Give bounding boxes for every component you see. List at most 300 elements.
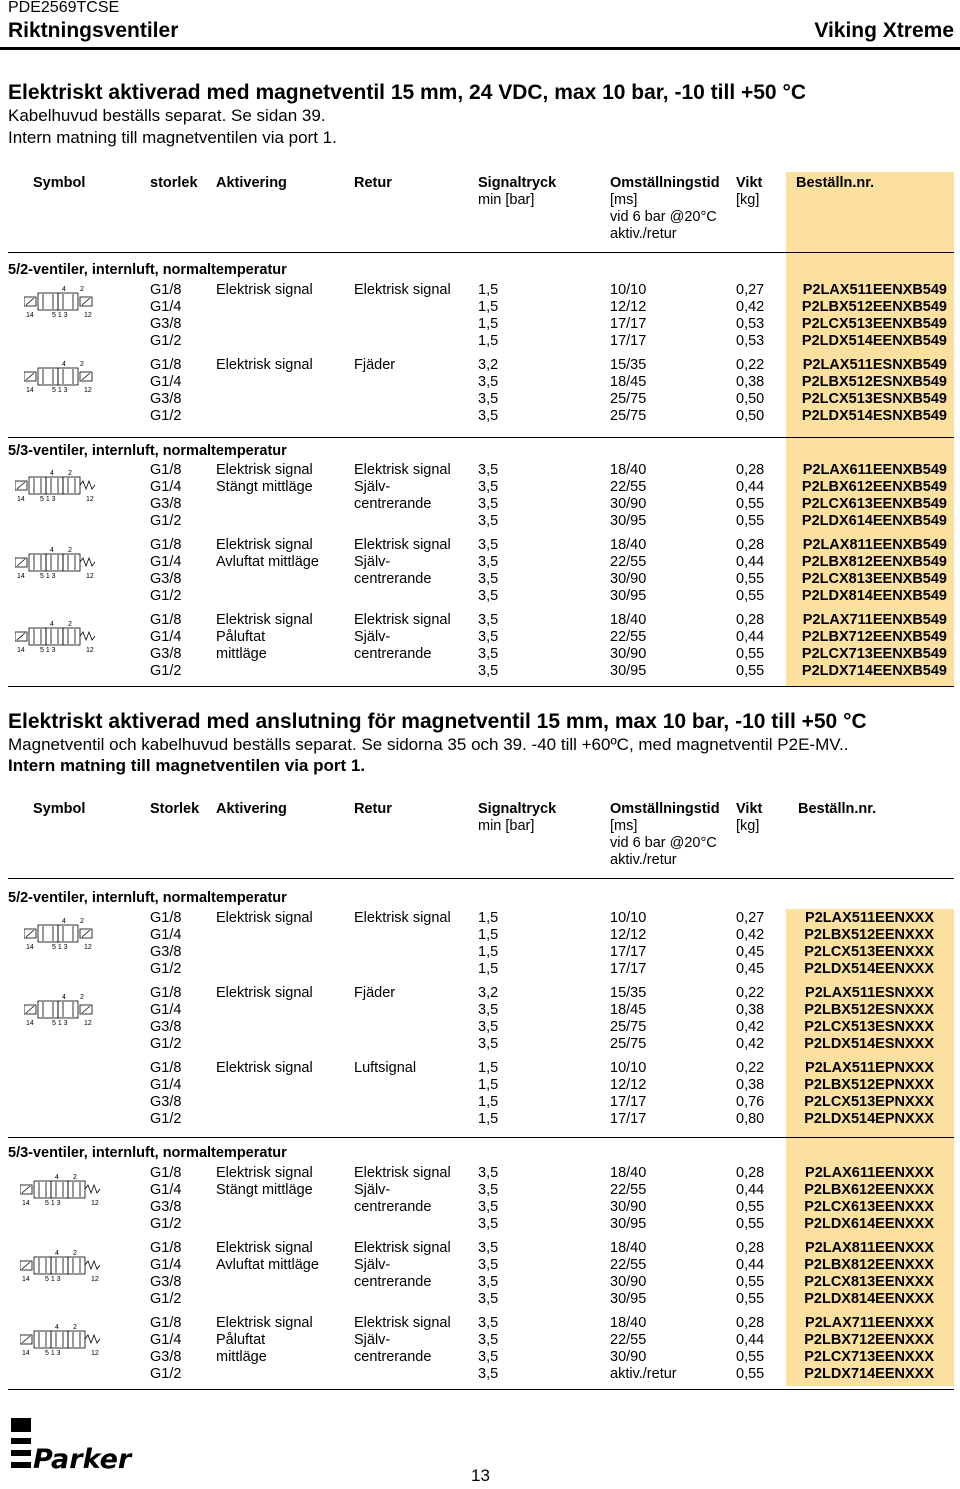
port-label: 4 xyxy=(62,918,66,925)
cell-ret: Elektrisk signal xyxy=(354,1240,451,1256)
cell-time: 18/40 xyxy=(610,537,647,553)
col-size: storlek xyxy=(150,175,198,191)
cell-size: G1/4 xyxy=(150,1332,182,1348)
cell-ret: Själv- xyxy=(354,629,391,645)
cell-wt: 0,45 xyxy=(736,944,765,960)
table-row xyxy=(0,462,960,479)
cell-wt: 0,55 xyxy=(736,663,765,679)
cell-size: G1/4 xyxy=(150,1257,182,1273)
cell-wt: 0,28 xyxy=(736,537,765,553)
port-label: 2 xyxy=(73,1250,77,1257)
cell-act: Elektrisk signal xyxy=(216,462,313,478)
cell-time: 22/55 xyxy=(610,1182,647,1198)
col-actuation: Aktivering xyxy=(216,801,287,817)
cell-size: G1/4 xyxy=(150,1002,182,1018)
port-label: 14 xyxy=(26,387,34,393)
port-label: 4 xyxy=(55,1250,59,1257)
valve-5-3-symbol xyxy=(20,1172,112,1211)
table-row xyxy=(0,1274,960,1291)
cell-act: Påluftat xyxy=(216,629,266,645)
cell-size: G3/8 xyxy=(150,646,182,662)
cell-wt: 0,55 xyxy=(736,1199,765,1215)
cell-size: G1/2 xyxy=(150,333,182,349)
cell-sig: 3,5 xyxy=(478,374,499,390)
col-weight-unit: [kg] xyxy=(736,192,760,208)
cell-ret: centrerande xyxy=(354,1349,432,1365)
table-row xyxy=(0,1332,960,1349)
cell-size: G1/2 xyxy=(150,513,182,529)
port-label: 14 xyxy=(22,1350,30,1356)
cell-size: G3/8 xyxy=(150,496,182,512)
cell-wt: 0,22 xyxy=(736,985,765,1001)
table-row xyxy=(0,357,960,374)
cell-wt: 0,44 xyxy=(736,1332,765,1348)
cell-order: P2LCX513EENXB549 xyxy=(801,316,947,332)
cell-wt: 0,53 xyxy=(736,316,765,332)
col-return: Retur xyxy=(354,801,392,817)
cell-ret: centrerande xyxy=(354,571,432,587)
cell-time: aktiv./retur xyxy=(610,1366,677,1382)
parker-logo xyxy=(11,1418,139,1481)
cell-size: G3/8 xyxy=(150,1349,182,1365)
table-row xyxy=(0,1077,960,1094)
cell-sig: 3,5 xyxy=(478,1366,499,1382)
table-row xyxy=(0,554,960,571)
cell-size: G1/8 xyxy=(150,537,182,553)
table-row xyxy=(0,333,960,350)
cell-order: P2LDX514ESNXXX xyxy=(804,1036,934,1052)
port-label: 2 xyxy=(80,361,84,368)
cell-size: G1/2 xyxy=(150,663,182,679)
cell-order: P2LAX611EENXXX xyxy=(805,1165,934,1181)
port-label: 4 xyxy=(50,470,54,477)
cell-wt: 0,28 xyxy=(736,1165,765,1181)
cell-time: 17/17 xyxy=(610,316,647,332)
cell-size: G3/8 xyxy=(150,1274,182,1290)
cell-sig: 3,5 xyxy=(478,1216,499,1232)
valve-5-3-symbol xyxy=(15,545,107,584)
cell-ret: Elektrisk signal xyxy=(354,537,451,553)
cell-order: P2LAX711EENXXX xyxy=(805,1315,934,1331)
cell-order: P2LCX613EENXXX xyxy=(804,1199,934,1215)
product-brand: Viking Xtreme xyxy=(814,19,954,42)
cell-size: G1/4 xyxy=(150,1182,182,1198)
cell-wt: 0,28 xyxy=(736,462,765,478)
cell-order: P2LAX611EENXB549 xyxy=(802,462,947,478)
port-label: 2 xyxy=(68,547,72,554)
cell-ret: Själv- xyxy=(354,554,391,570)
section1-note: Kabelhuvud beställs separat. Se sidan 39. xyxy=(8,106,326,125)
table-row xyxy=(0,391,960,408)
cell-sig: 3,5 xyxy=(478,1332,499,1348)
cell-wt: 0,22 xyxy=(736,357,765,373)
cell-wt: 0,27 xyxy=(736,910,765,926)
table-row xyxy=(0,1036,960,1053)
cell-wt: 0,55 xyxy=(736,646,765,662)
section1-title: Elektriskt aktiverad med magnetventil 15 mm, 24 VDC, max 10 bar, -10 till +50 °C xyxy=(8,81,807,104)
cell-sig: 3,5 xyxy=(478,408,499,424)
cell-ret: Elektrisk signal xyxy=(354,1315,451,1331)
cell-time: 30/95 xyxy=(610,1216,647,1232)
cell-wt: 0,80 xyxy=(736,1111,765,1127)
cell-size: G1/4 xyxy=(150,299,182,315)
cell-wt: 0,38 xyxy=(736,374,765,390)
cell-act: Elektrisk signal xyxy=(216,1060,313,1076)
cell-wt: 0,55 xyxy=(736,1291,765,1307)
cell-sig: 3,5 xyxy=(478,612,499,628)
cell-size: G1/2 xyxy=(150,1111,182,1127)
header-rule xyxy=(0,47,960,50)
section2-rule xyxy=(8,878,954,879)
table-row xyxy=(0,927,960,944)
cell-size: G1/2 xyxy=(150,961,182,977)
cell-wt: 0,55 xyxy=(736,513,765,529)
cell-ret: Elektrisk signal xyxy=(354,282,451,298)
cell-sig: 1,5 xyxy=(478,961,499,977)
cell-wt: 0,55 xyxy=(736,571,765,587)
col-signal: Signaltryck xyxy=(478,175,557,191)
table-row xyxy=(0,985,960,1002)
group-rule xyxy=(8,1137,954,1138)
table-row xyxy=(0,961,960,978)
cell-sig: 3,5 xyxy=(478,1240,499,1256)
cell-act: mittläge xyxy=(216,646,267,662)
cell-sig: 1,5 xyxy=(478,1111,499,1127)
cell-time: 17/17 xyxy=(610,1094,647,1110)
group-heading: 5/3-ventiler, internluft, normaltemperatur xyxy=(8,1145,287,1161)
port-label: 2 xyxy=(73,1174,77,1181)
cell-order: P2LBX512ESNXB549 xyxy=(801,374,947,390)
cell-order: P2LDX614EENXB549 xyxy=(801,513,947,529)
cell-sig: 1,5 xyxy=(478,927,499,943)
order-column-highlight xyxy=(786,172,954,687)
cell-size: G1/4 xyxy=(150,629,182,645)
cell-order: P2LDX814EENXB549 xyxy=(801,588,947,604)
port-label: 2 xyxy=(80,994,84,1001)
section1-bottom-rule xyxy=(8,686,954,687)
table-row xyxy=(0,1111,960,1128)
table-row xyxy=(0,1002,960,1019)
cell-size: G1/8 xyxy=(150,1060,182,1076)
port-label: 5 1 3 xyxy=(40,496,56,502)
cell-size: G3/8 xyxy=(150,1019,182,1035)
cell-sig: 1,5 xyxy=(478,333,499,349)
valve-5-2-symbol xyxy=(24,284,110,323)
cell-act: Påluftat xyxy=(216,1332,266,1348)
logo-wordmark: Parker xyxy=(33,1444,132,1475)
cell-time: 17/17 xyxy=(610,1111,647,1127)
cell-wt: 0,44 xyxy=(736,554,765,570)
cell-time: 30/90 xyxy=(610,1349,647,1365)
cell-sig: 3,5 xyxy=(478,537,499,553)
cell-time: 10/10 xyxy=(610,282,647,298)
port-label: 5 1 3 xyxy=(52,312,68,318)
port-label: 5 1 3 xyxy=(52,944,68,950)
cell-act: Stängt mittläge xyxy=(216,479,313,495)
cell-size: G1/8 xyxy=(150,1165,182,1181)
group-rule xyxy=(8,437,954,438)
cell-time: 18/40 xyxy=(610,1240,647,1256)
cell-time: 18/40 xyxy=(610,1315,647,1331)
cell-time: 12/12 xyxy=(610,927,647,943)
cell-order: P2LAX511EENXB549 xyxy=(802,282,947,298)
cell-time: 17/17 xyxy=(610,961,647,977)
cell-time: 18/40 xyxy=(610,1165,647,1181)
cell-wt: 0,50 xyxy=(736,408,765,424)
cell-ret: Elektrisk signal xyxy=(354,910,451,926)
port-label: 2 xyxy=(68,621,72,628)
cell-order: P2LBX712EENXXX xyxy=(804,1332,934,1348)
cell-wt: 0,44 xyxy=(736,1182,765,1198)
cell-time: 30/95 xyxy=(610,513,647,529)
cell-size: G1/8 xyxy=(150,985,182,1001)
cell-sig: 3,5 xyxy=(478,1019,499,1035)
cell-size: G1/8 xyxy=(150,282,182,298)
cell-order: P2LBX512EENXXX xyxy=(804,927,934,943)
port-label: 12 xyxy=(86,496,94,502)
cell-order: P2LAX511EPNXXX xyxy=(805,1060,934,1076)
cell-size: G3/8 xyxy=(150,1199,182,1215)
cell-order: P2LCX713EENXB549 xyxy=(801,646,947,662)
port-label: 5 1 3 xyxy=(52,1020,68,1026)
cell-sig: 1,5 xyxy=(478,944,499,960)
port-label: 12 xyxy=(84,944,92,950)
cell-sig: 3,5 xyxy=(478,1036,499,1052)
cell-size: G1/2 xyxy=(150,1216,182,1232)
cell-time: 22/55 xyxy=(610,1257,647,1273)
port-label: 12 xyxy=(86,647,94,653)
cell-time: 18/45 xyxy=(610,374,647,390)
table-row xyxy=(0,1199,960,1216)
cell-order: P2LCX513EENXXX xyxy=(804,944,934,960)
cell-ret: Elektrisk signal xyxy=(354,462,451,478)
col-actuation: Aktivering xyxy=(216,175,287,191)
cell-wt: 0,55 xyxy=(736,496,765,512)
cell-wt: 0,55 xyxy=(736,1366,765,1382)
port-label: 2 xyxy=(80,286,84,293)
cell-sig: 3,5 xyxy=(478,629,499,645)
cell-size: G1/4 xyxy=(150,554,182,570)
cell-time: 12/12 xyxy=(610,1077,647,1093)
cell-ret: Själv- xyxy=(354,1257,391,1273)
cell-time: 22/55 xyxy=(610,1332,647,1348)
cell-size: G3/8 xyxy=(150,571,182,587)
cell-wt: 0,55 xyxy=(736,588,765,604)
cell-time: 25/75 xyxy=(610,391,647,407)
col-signal: Signaltryck xyxy=(478,801,557,817)
port-label: 2 xyxy=(80,918,84,925)
cell-wt: 0,27 xyxy=(736,282,765,298)
cell-order: P2LBX812EENXXX xyxy=(804,1257,934,1273)
table-row xyxy=(0,1165,960,1182)
port-label: 5 1 3 xyxy=(52,387,68,393)
cell-size: G1/2 xyxy=(150,588,182,604)
table-row xyxy=(0,646,960,663)
table-row xyxy=(0,910,960,927)
cell-size: G1/8 xyxy=(150,612,182,628)
port-label: 4 xyxy=(50,547,54,554)
cell-size: G1/4 xyxy=(150,479,182,495)
cell-order: P2LDX514EENXXX xyxy=(804,961,934,977)
cell-order: P2LCX813EENXXX xyxy=(804,1274,934,1290)
col-signal-unit: min [bar] xyxy=(478,818,535,834)
cell-act: Avluftat mittläge xyxy=(216,554,319,570)
cell-order: P2LBX512EENXB549 xyxy=(801,299,947,315)
cell-order: P2LDX614EENXXX xyxy=(804,1216,934,1232)
cell-size: G3/8 xyxy=(150,391,182,407)
col-return: Retur xyxy=(354,175,392,191)
col-weight: Vikt xyxy=(736,801,763,817)
cell-order: P2LDX714EENXB549 xyxy=(801,663,947,679)
cell-wt: 0,42 xyxy=(736,927,765,943)
cell-act: Elektrisk signal xyxy=(216,985,313,1001)
cell-wt: 0,76 xyxy=(736,1094,765,1110)
port-label: 5 1 3 xyxy=(40,573,56,579)
cell-size: G1/2 xyxy=(150,1291,182,1307)
port-label: 14 xyxy=(26,312,34,318)
col-switch-cond: vid 6 bar @20°C xyxy=(610,209,717,225)
cell-sig: 3,5 xyxy=(478,571,499,587)
cell-order: P2LBX612EENXB549 xyxy=(801,479,947,495)
cell-size: G1/8 xyxy=(150,357,182,373)
table-row xyxy=(0,571,960,588)
cell-size: G1/2 xyxy=(150,408,182,424)
cell-wt: 0,42 xyxy=(736,1036,765,1052)
cell-wt: 0,55 xyxy=(736,1349,765,1365)
table-row xyxy=(0,1240,960,1257)
table-row xyxy=(0,374,960,391)
port-label: 4 xyxy=(50,621,54,628)
section1-rule xyxy=(8,252,954,253)
cell-act: Elektrisk signal xyxy=(216,537,313,553)
cell-wt: 0,38 xyxy=(736,1002,765,1018)
port-label: 12 xyxy=(91,1200,99,1206)
cell-wt: 0,22 xyxy=(736,1060,765,1076)
table-row xyxy=(0,537,960,554)
cell-time: 18/45 xyxy=(610,1002,647,1018)
cell-size: G1/2 xyxy=(150,1366,182,1382)
cell-ret: Själv- xyxy=(354,1182,391,1198)
port-label: 4 xyxy=(62,361,66,368)
table-row xyxy=(0,282,960,299)
cell-size: G1/2 xyxy=(150,1036,182,1052)
cell-sig: 3,5 xyxy=(478,1199,499,1215)
cell-wt: 0,42 xyxy=(736,1019,765,1035)
port-label: 14 xyxy=(26,944,34,950)
cell-size: G3/8 xyxy=(150,1094,182,1110)
col-switch-cond: vid 6 bar @20°C xyxy=(610,835,717,851)
table-row xyxy=(0,588,960,605)
cell-order: P2LCX813EENXB549 xyxy=(801,571,947,587)
table-row xyxy=(0,299,960,316)
port-label: 12 xyxy=(84,1020,92,1026)
cell-order: P2LAX811EENXXX xyxy=(805,1240,934,1256)
port-label: 12 xyxy=(91,1350,99,1356)
table-row xyxy=(0,612,960,629)
col-signal-unit: min [bar] xyxy=(478,192,535,208)
col-size: Storlek xyxy=(150,801,200,817)
cell-size: G1/8 xyxy=(150,910,182,926)
col-order: Beställn.nr. xyxy=(798,801,877,817)
port-label: 2 xyxy=(73,1324,77,1331)
col-symbol: Symbol xyxy=(33,801,86,817)
cell-act: Elektrisk signal xyxy=(216,357,313,373)
cell-order: P2LAX711EENXB549 xyxy=(802,612,947,628)
valve-5-3-symbol xyxy=(15,619,107,658)
cell-time: 17/17 xyxy=(610,333,647,349)
document-code: PDE2569TCSE xyxy=(8,0,120,16)
table-row xyxy=(0,1366,960,1383)
cell-order: P2LCX613EENXB549 xyxy=(801,496,947,512)
port-label: 14 xyxy=(17,647,25,653)
col-symbol: Symbol xyxy=(33,175,86,191)
cell-time: 12/12 xyxy=(610,299,647,315)
cell-order: P2LAX511ESNXB549 xyxy=(802,357,947,373)
cell-order: P2LAX511EENXXX xyxy=(805,910,934,926)
cell-order: P2LBX512EPNXXX xyxy=(804,1077,934,1093)
cell-order: P2LBX712EENXB549 xyxy=(801,629,947,645)
col-order: Beställn.nr. xyxy=(796,175,875,191)
cell-time: 10/10 xyxy=(610,910,647,926)
cell-time: 22/55 xyxy=(610,629,647,645)
cell-act: Elektrisk signal xyxy=(216,612,313,628)
cell-ret: Fjäder xyxy=(354,357,396,373)
cell-wt: 0,44 xyxy=(736,1257,765,1273)
cell-ret: Luftsignal xyxy=(354,1060,417,1076)
cell-time: 10/10 xyxy=(610,1060,647,1076)
cell-wt: 0,44 xyxy=(736,629,765,645)
cell-sig: 3,5 xyxy=(478,1274,499,1290)
port-label: 14 xyxy=(17,573,25,579)
port-label: 14 xyxy=(22,1276,30,1282)
page-title: Riktningsventiler xyxy=(8,19,179,42)
cell-sig: 3,5 xyxy=(478,1257,499,1273)
valve-5-2-symbol xyxy=(24,992,110,1031)
cell-size: G3/8 xyxy=(150,316,182,332)
cell-time: 18/40 xyxy=(610,462,647,478)
cell-sig: 3,5 xyxy=(478,479,499,495)
cell-time: 30/90 xyxy=(610,646,647,662)
cell-time: 15/35 xyxy=(610,357,647,373)
cell-sig: 1,5 xyxy=(478,299,499,315)
port-label: 4 xyxy=(55,1174,59,1181)
cell-act: mittläge xyxy=(216,1349,267,1365)
cell-time: 30/90 xyxy=(610,1274,647,1290)
table-row xyxy=(0,1257,960,1274)
table-row xyxy=(0,1291,960,1308)
cell-order: P2LDX514EPNXXX xyxy=(804,1111,934,1127)
cell-order: P2LDX514EENXB549 xyxy=(801,333,947,349)
cell-wt: 0,44 xyxy=(736,479,765,495)
valve-5-2-symbol xyxy=(24,916,110,955)
group-heading: 5/2-ventiler, internluft, normaltemperatur xyxy=(8,890,287,906)
cell-sig: 3,5 xyxy=(478,1002,499,1018)
cell-ret: Fjäder xyxy=(354,985,396,1001)
section2-title: Elektriskt aktiverad med anslutning för magnetventil 15 mm, max 10 bar, -10 till +50 °C xyxy=(8,710,867,733)
table-row xyxy=(0,496,960,513)
cell-time: 30/95 xyxy=(610,663,647,679)
col-switch-cond2: aktiv./retur xyxy=(610,226,677,242)
cell-wt: 0,28 xyxy=(736,1240,765,1256)
cell-sig: 1,5 xyxy=(478,1077,499,1093)
col-switch-time: Omställningstid xyxy=(610,801,720,817)
port-label: 4 xyxy=(62,994,66,1001)
valve-5-3-symbol xyxy=(15,468,107,507)
cell-time: 15/35 xyxy=(610,985,647,1001)
col-switch-cond2: aktiv./retur xyxy=(610,852,677,868)
cell-sig: 3,2 xyxy=(478,985,499,1001)
col-switch-unit: [ms] xyxy=(610,192,638,208)
